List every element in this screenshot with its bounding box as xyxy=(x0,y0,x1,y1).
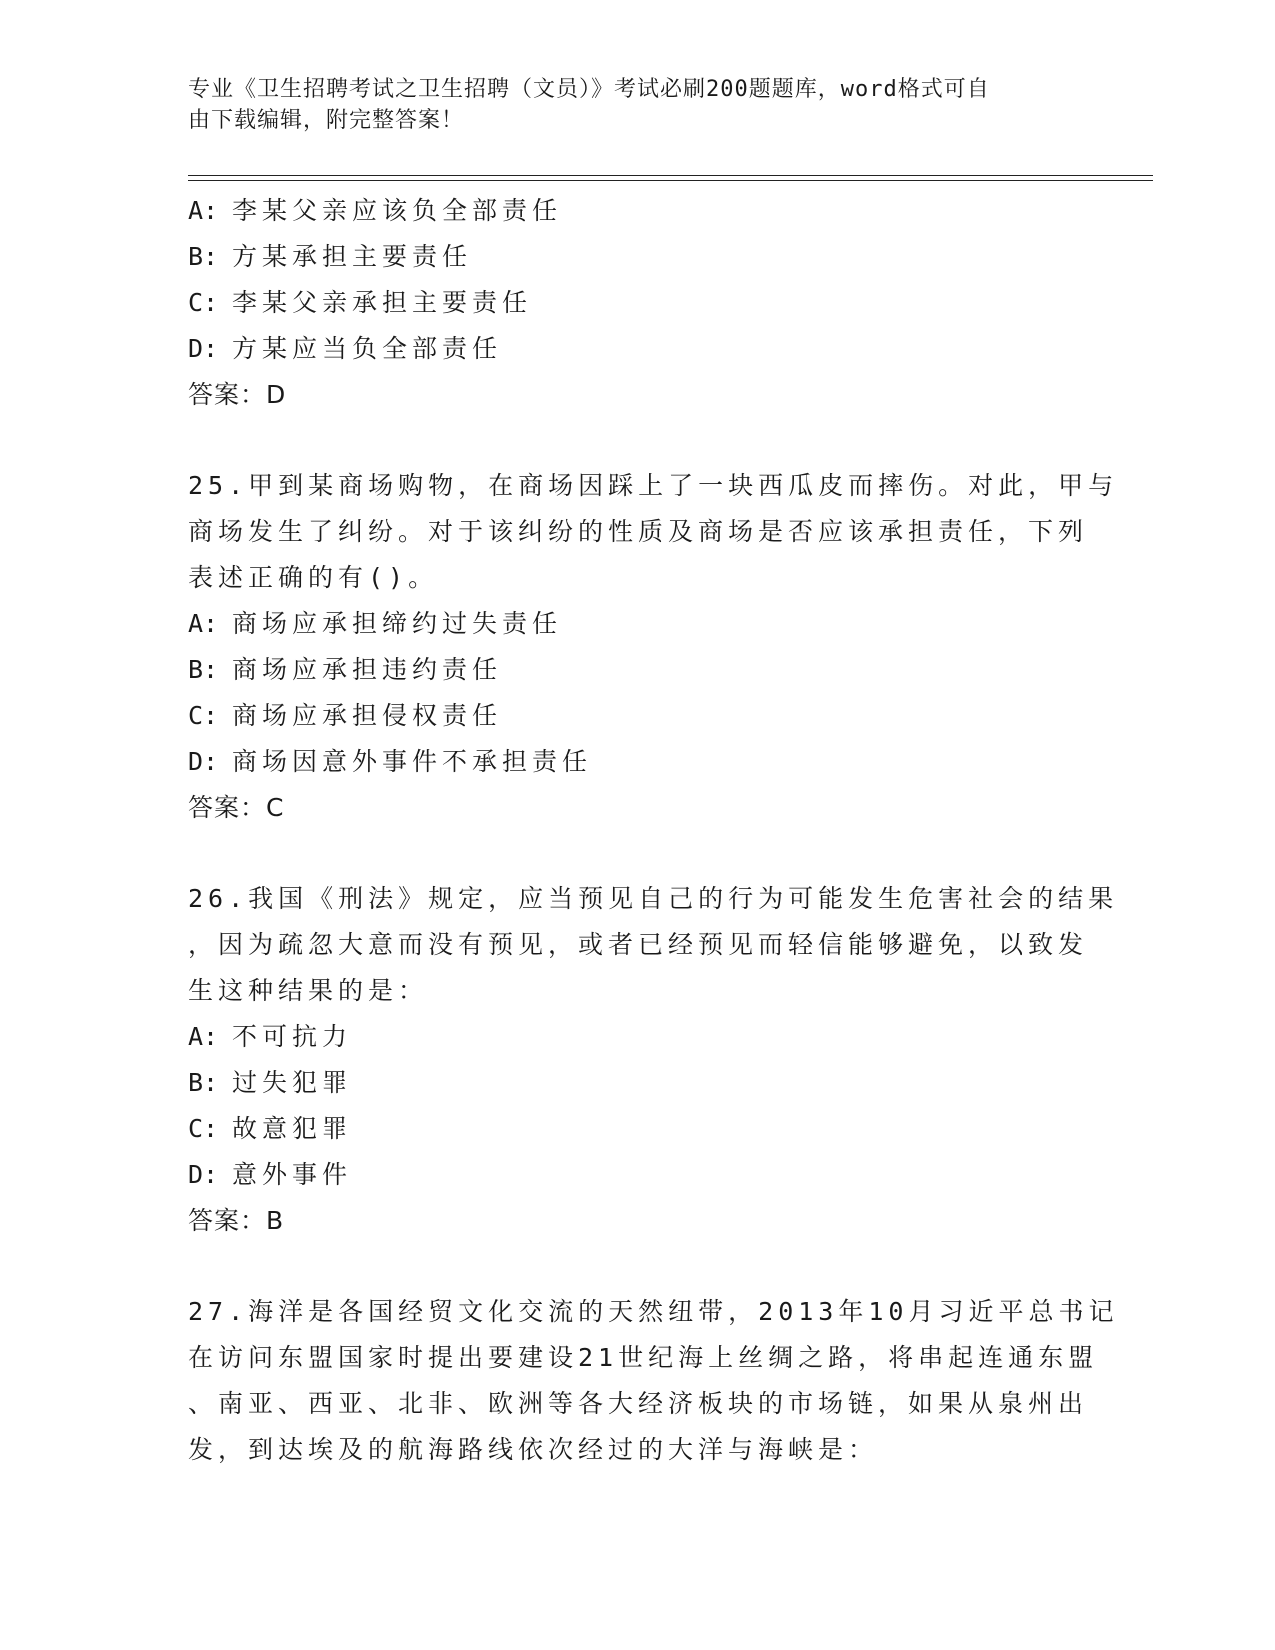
option-key: C: xyxy=(188,1114,219,1143)
question-text-line: 商场发生了纠纷。对于该纠纷的性质及商场是否应该承担责任，下列 xyxy=(188,517,1089,546)
option-a xyxy=(188,188,1068,234)
question-text-line: 27.海洋是各国经贸文化交流的天然纽带，2013年10月习近平总书记 xyxy=(188,1297,1119,1326)
option-text: 李某父亲应该负全部责任 xyxy=(232,196,563,225)
option-c xyxy=(188,280,1068,326)
option-b xyxy=(188,234,1068,280)
header-line-2: 由下载编辑，附完整答案！ xyxy=(188,108,465,133)
answer-line: 答案：C xyxy=(188,793,285,822)
question-list xyxy=(188,188,1119,1473)
question-text-line: 表述正确的有()。 xyxy=(188,563,439,592)
option-key: A: xyxy=(188,609,219,638)
option-key: B: xyxy=(188,655,219,684)
answer-line: 答案：D xyxy=(188,380,287,409)
document-header xyxy=(188,74,1088,136)
option-key: D: xyxy=(188,747,219,776)
option-d xyxy=(188,739,1068,785)
option-text: 过失犯罪 xyxy=(232,1068,353,1097)
option-b xyxy=(188,1060,1068,1106)
option-key: C: xyxy=(188,701,219,730)
question-24-continued xyxy=(188,188,1068,418)
option-a xyxy=(188,601,1068,647)
question-27 xyxy=(188,1289,1119,1473)
question-text-line: 生这种结果的是： xyxy=(188,976,429,1005)
question-26 xyxy=(188,876,1119,1244)
option-text: 方某承担主要责任 xyxy=(232,242,473,271)
option-key: D: xyxy=(188,334,219,363)
answer-line: 答案：B xyxy=(188,1206,285,1235)
option-key: A: xyxy=(188,1022,219,1051)
header-line-1: 专业《卫生招聘考试之卫生招聘（文员）》考试必刷200题题库，word格式可自 xyxy=(188,77,990,102)
option-text: 意外事件 xyxy=(232,1160,353,1189)
question-text-line: 26.我国《刑法》规定，应当预见自己的行为可能发生危害社会的结果 xyxy=(188,884,1119,913)
option-text: 方某应当负全部责任 xyxy=(232,334,503,363)
option-key: D: xyxy=(188,1160,219,1189)
option-a xyxy=(188,1014,1068,1060)
option-c xyxy=(188,693,1068,739)
option-text: 商场应承担缔约过失责任 xyxy=(232,609,563,638)
question-text-line: 发，到达埃及的航海路线依次经过的大洋与海峡是： xyxy=(188,1435,879,1464)
option-d xyxy=(188,326,1068,372)
option-key: A: xyxy=(188,196,219,225)
option-text: 商场应承担违约责任 xyxy=(232,655,503,684)
option-text: 不可抗力 xyxy=(232,1022,353,1051)
option-text: 李某父亲承担主要责任 xyxy=(232,288,533,317)
question-25 xyxy=(188,463,1119,831)
option-key: B: xyxy=(188,1068,219,1097)
header-rule-bottom xyxy=(188,180,1153,181)
option-d xyxy=(188,1152,1068,1198)
question-text-line: 、南亚、西亚、北非、欧洲等各大经济板块的市场链，如果从泉州出 xyxy=(188,1389,1089,1418)
question-text-line: ，因为疏忽大意而没有预见，或者已经预见而轻信能够避免，以致发 xyxy=(188,930,1089,959)
option-b xyxy=(188,647,1068,693)
header-rule-top xyxy=(188,175,1153,176)
option-text: 商场因意外事件不承担责任 xyxy=(232,747,593,776)
option-text: 商场应承担侵权责任 xyxy=(232,701,503,730)
option-key: B: xyxy=(188,242,219,271)
option-c xyxy=(188,1106,1068,1152)
option-text: 故意犯罪 xyxy=(232,1114,353,1143)
question-text-line: 25.甲到某商场购物，在商场因踩上了一块西瓜皮而摔伤。对此，甲与 xyxy=(188,471,1119,500)
question-text-line: 在访问东盟国家时提出要建设21世纪海上丝绸之路，将串起连通东盟 xyxy=(188,1343,1099,1372)
option-key: C: xyxy=(188,288,219,317)
